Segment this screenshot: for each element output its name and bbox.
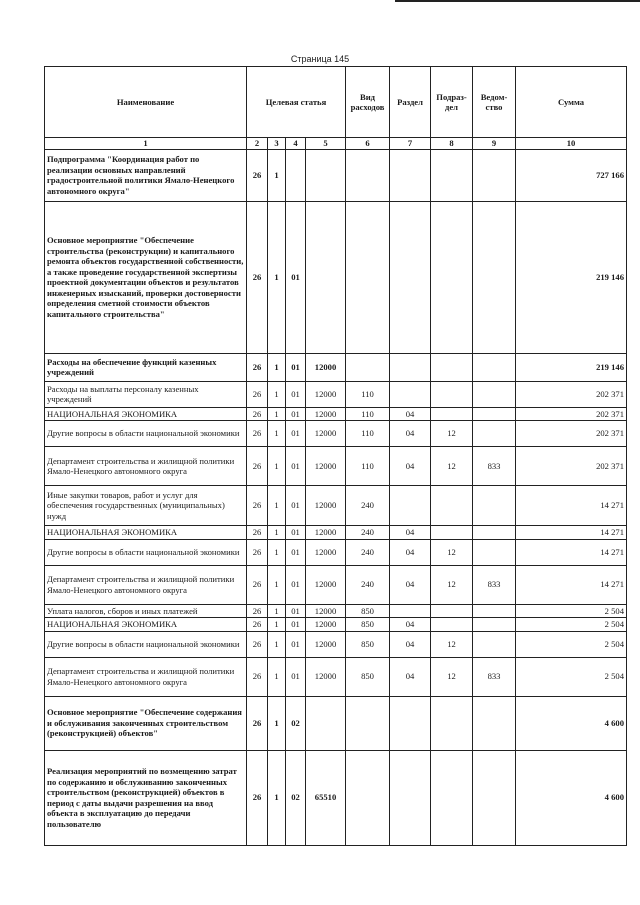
cell-podrazdel: 12 xyxy=(431,565,473,604)
cell-c2: 26 xyxy=(247,618,268,632)
cell-c5: 12000 xyxy=(306,631,346,657)
cell-c4: 01 xyxy=(286,381,306,407)
table-row xyxy=(45,526,627,540)
table-row xyxy=(45,631,627,657)
cell-c3: 1 xyxy=(268,486,286,526)
cell-c4: 01 xyxy=(286,631,306,657)
cell-c2: 26 xyxy=(247,631,268,657)
header-vedomstvo: Ведом-ство xyxy=(473,67,516,138)
cell-podrazdel xyxy=(431,381,473,407)
col-number: 3 xyxy=(268,138,286,150)
cell-c5: 12000 xyxy=(306,657,346,696)
cell-podrazdel xyxy=(431,750,473,845)
cell-c3: 1 xyxy=(268,421,286,447)
row-name: Другие вопросы в области национальной экономики xyxy=(45,631,247,657)
cell-c4: 01 xyxy=(286,526,306,540)
cell-c5: 12000 xyxy=(306,604,346,618)
cell-c2: 26 xyxy=(247,486,268,526)
row-name: Департамент строительства и жилищной политики Ямало-Ненецкого автономного округа xyxy=(45,565,247,604)
cell-c2: 26 xyxy=(247,447,268,486)
cell-sum: 14 271 xyxy=(516,486,627,526)
cell-razdel: 04 xyxy=(390,539,431,565)
cell-vid xyxy=(346,750,390,845)
cell-c4: 02 xyxy=(286,696,306,750)
cell-c4: 01 xyxy=(286,604,306,618)
col-number: 10 xyxy=(516,138,627,150)
cell-sum: 4 600 xyxy=(516,750,627,845)
cell-vid: 850 xyxy=(346,657,390,696)
cell-c5 xyxy=(306,149,346,201)
cell-c4: 01 xyxy=(286,657,306,696)
cell-c3: 1 xyxy=(268,149,286,201)
cell-c3: 1 xyxy=(268,407,286,421)
cell-sum: 14 271 xyxy=(516,526,627,540)
cell-c4: 01 xyxy=(286,618,306,632)
cell-vid xyxy=(346,353,390,381)
cell-podrazdel: 12 xyxy=(431,447,473,486)
header-podrazdel: Подраз-дел xyxy=(431,67,473,138)
cell-podrazdel: 12 xyxy=(431,539,473,565)
cell-vedomstvo xyxy=(473,631,516,657)
cell-c3: 1 xyxy=(268,604,286,618)
table-row xyxy=(45,447,627,486)
cell-c2: 26 xyxy=(247,149,268,201)
cell-c5: 12000 xyxy=(306,447,346,486)
cell-vid: 110 xyxy=(346,407,390,421)
cell-podrazdel: 12 xyxy=(431,657,473,696)
cell-vedomstvo xyxy=(473,381,516,407)
col-number: 7 xyxy=(390,138,431,150)
cell-vedomstvo xyxy=(473,201,516,353)
cell-vid: 240 xyxy=(346,539,390,565)
cell-podrazdel xyxy=(431,618,473,632)
cell-vid: 240 xyxy=(346,526,390,540)
row-name: Подпрограмма "Координация работ по реализации основных направлений градостроительной политики Ямало-Ненецкого автономного округа" xyxy=(45,149,247,201)
cell-c3: 1 xyxy=(268,631,286,657)
cell-vid: 110 xyxy=(346,421,390,447)
cell-razdel xyxy=(390,149,431,201)
cell-sum: 2 504 xyxy=(516,657,627,696)
table-row xyxy=(45,750,627,845)
cell-razdel: 04 xyxy=(390,565,431,604)
column-number-row xyxy=(45,138,627,150)
cell-c4: 01 xyxy=(286,447,306,486)
cell-vid: 110 xyxy=(346,447,390,486)
table-row xyxy=(45,381,627,407)
cell-c5: 12000 xyxy=(306,486,346,526)
cell-sum: 219 146 xyxy=(516,201,627,353)
header-name: Наименование xyxy=(45,67,247,138)
row-name: Департамент строительства и жилищной политики Ямало-Ненецкого автономного округа xyxy=(45,657,247,696)
cell-sum: 202 371 xyxy=(516,381,627,407)
cell-c5: 12000 xyxy=(306,407,346,421)
cell-razdel: 04 xyxy=(390,657,431,696)
col-number: 8 xyxy=(431,138,473,150)
cell-razdel: 04 xyxy=(390,618,431,632)
row-name: Расходы на обеспечение функций казенных учреждений xyxy=(45,353,247,381)
cell-c2: 26 xyxy=(247,353,268,381)
cell-sum: 202 371 xyxy=(516,447,627,486)
cell-c4 xyxy=(286,149,306,201)
col-number: 9 xyxy=(473,138,516,150)
table-row xyxy=(45,421,627,447)
col-number: 6 xyxy=(346,138,390,150)
cell-podrazdel xyxy=(431,486,473,526)
row-name: НАЦИОНАЛЬНАЯ ЭКОНОМИКА xyxy=(45,526,247,540)
col-number: 5 xyxy=(306,138,346,150)
cell-vedomstvo: 833 xyxy=(473,447,516,486)
cell-c2: 26 xyxy=(247,407,268,421)
cell-vedomstvo xyxy=(473,486,516,526)
cell-podrazdel xyxy=(431,149,473,201)
row-name: Основное мероприятие "Обеспечение содержания и обслуживания законченных строительством (реконструкцией) объектов" xyxy=(45,696,247,750)
row-name: Департамент строительства и жилищной политики Ямало-Ненецкого автономного округа xyxy=(45,447,247,486)
cell-c5: 12000 xyxy=(306,565,346,604)
cell-podrazdel: 12 xyxy=(431,421,473,447)
cell-razdel: 04 xyxy=(390,421,431,447)
cell-c5 xyxy=(306,696,346,750)
cell-c4: 01 xyxy=(286,565,306,604)
cell-c3: 1 xyxy=(268,381,286,407)
cell-sum: 202 371 xyxy=(516,407,627,421)
budget-table xyxy=(44,66,627,846)
cell-c4: 01 xyxy=(286,486,306,526)
cell-c2: 26 xyxy=(247,539,268,565)
cell-sum: 219 146 xyxy=(516,353,627,381)
cell-vedomstvo xyxy=(473,421,516,447)
cell-vid: 850 xyxy=(346,618,390,632)
cell-c2: 26 xyxy=(247,381,268,407)
cell-c4: 02 xyxy=(286,750,306,845)
col-number: 4 xyxy=(286,138,306,150)
cell-vedomstvo xyxy=(473,149,516,201)
table-row xyxy=(45,201,627,353)
row-name: НАЦИОНАЛЬНАЯ ЭКОНОМИКА xyxy=(45,618,247,632)
row-name: Основное мероприятие "Обеспечение строительства (реконструкции) и капитального ремонта объектов государственной собственности, а также проведение государственной экспертизы проектной документации объектов и результатов инженерных изысканий, проверки достоверности определения сметной стоимости объектов капитального строительства" xyxy=(45,201,247,353)
cell-sum: 2 504 xyxy=(516,618,627,632)
cell-c3: 1 xyxy=(268,750,286,845)
cell-c5: 12000 xyxy=(306,421,346,447)
cell-sum: 2 504 xyxy=(516,631,627,657)
cell-c3: 1 xyxy=(268,447,286,486)
page-number: Страница 145 xyxy=(290,54,350,64)
cell-c3: 1 xyxy=(268,657,286,696)
cell-vedomstvo xyxy=(473,604,516,618)
header-vid: Вид расходов xyxy=(346,67,390,138)
cell-sum: 202 371 xyxy=(516,421,627,447)
cell-c5: 12000 xyxy=(306,539,346,565)
cell-c5: 12000 xyxy=(306,526,346,540)
cell-c4: 01 xyxy=(286,201,306,353)
cell-c3: 1 xyxy=(268,618,286,632)
cell-podrazdel: 12 xyxy=(431,631,473,657)
cell-c2: 26 xyxy=(247,604,268,618)
cell-razdel xyxy=(390,696,431,750)
row-name: Другие вопросы в области национальной экономики xyxy=(45,421,247,447)
cell-razdel: 04 xyxy=(390,447,431,486)
header-razdel: Раздел xyxy=(390,67,431,138)
cell-razdel xyxy=(390,201,431,353)
cell-c3: 1 xyxy=(268,353,286,381)
cell-vid xyxy=(346,201,390,353)
cell-c2: 26 xyxy=(247,201,268,353)
row-name: Уплата налогов, сборов и иных платежей xyxy=(45,604,247,618)
cell-c3: 1 xyxy=(268,526,286,540)
cell-c2: 26 xyxy=(247,657,268,696)
cell-podrazdel xyxy=(431,604,473,618)
cell-razdel: 04 xyxy=(390,407,431,421)
cell-vedomstvo xyxy=(473,696,516,750)
cell-podrazdel xyxy=(431,526,473,540)
cell-c2: 26 xyxy=(247,565,268,604)
table-row xyxy=(45,604,627,618)
cell-c5: 65510 xyxy=(306,750,346,845)
table-row xyxy=(45,407,627,421)
cell-vedomstvo xyxy=(473,407,516,421)
cell-c2: 26 xyxy=(247,750,268,845)
cell-vedomstvo xyxy=(473,526,516,540)
cell-vid xyxy=(346,696,390,750)
row-name: НАЦИОНАЛЬНАЯ ЭКОНОМИКА xyxy=(45,407,247,421)
col-number: 1 xyxy=(45,138,247,150)
cell-c5: 12000 xyxy=(306,353,346,381)
cell-c5: 12000 xyxy=(306,618,346,632)
cell-vedomstvo xyxy=(473,353,516,381)
cell-razdel xyxy=(390,381,431,407)
cell-podrazdel xyxy=(431,407,473,421)
cell-c5 xyxy=(306,201,346,353)
cell-razdel xyxy=(390,353,431,381)
cell-sum: 14 271 xyxy=(516,539,627,565)
row-name: Реализация мероприятий по возмещению затрат по содержанию и обслуживанию законченных строительством (реконструкцией) объектов в период с даты выдачи разрешения на ввод объекта в эксплуатацию до передачи пользователю xyxy=(45,750,247,845)
row-name: Расходы на выплаты персоналу казенных учреждений xyxy=(45,381,247,407)
cell-c4: 01 xyxy=(286,353,306,381)
cell-c4: 01 xyxy=(286,407,306,421)
cell-c2: 26 xyxy=(247,421,268,447)
cell-vedomstvo xyxy=(473,539,516,565)
table-row xyxy=(45,657,627,696)
cell-c2: 26 xyxy=(247,526,268,540)
col-number: 2 xyxy=(247,138,268,150)
cell-sum: 4 600 xyxy=(516,696,627,750)
cell-c3: 1 xyxy=(268,696,286,750)
cell-vid: 240 xyxy=(346,565,390,604)
cell-vid xyxy=(346,149,390,201)
cell-c4: 01 xyxy=(286,539,306,565)
cell-vedomstvo xyxy=(473,618,516,632)
table-row xyxy=(45,565,627,604)
cell-razdel xyxy=(390,486,431,526)
header-summa: Сумма xyxy=(516,67,627,138)
cell-vedomstvo: 833 xyxy=(473,565,516,604)
top-edge-line xyxy=(395,0,640,2)
cell-razdel: 04 xyxy=(390,526,431,540)
table-row xyxy=(45,353,627,381)
table-row xyxy=(45,696,627,750)
cell-sum: 14 271 xyxy=(516,565,627,604)
cell-c2: 26 xyxy=(247,696,268,750)
cell-sum: 727 166 xyxy=(516,149,627,201)
cell-sum: 2 504 xyxy=(516,604,627,618)
cell-vid: 850 xyxy=(346,631,390,657)
cell-vid: 240 xyxy=(346,486,390,526)
cell-c3: 1 xyxy=(268,201,286,353)
cell-razdel xyxy=(390,604,431,618)
cell-podrazdel xyxy=(431,353,473,381)
cell-vid: 110 xyxy=(346,381,390,407)
cell-podrazdel xyxy=(431,696,473,750)
cell-c4: 01 xyxy=(286,421,306,447)
table-row xyxy=(45,618,627,632)
cell-vedomstvo xyxy=(473,750,516,845)
header-target: Целевая статья xyxy=(247,67,346,138)
cell-c3: 1 xyxy=(268,565,286,604)
cell-vedomstvo: 833 xyxy=(473,657,516,696)
row-name: Иные закупки товаров, работ и услуг для обеспечения государственных (муниципальных) нужд xyxy=(45,486,247,526)
table-row xyxy=(45,149,627,201)
cell-c3: 1 xyxy=(268,539,286,565)
cell-razdel xyxy=(390,750,431,845)
cell-razdel: 04 xyxy=(390,631,431,657)
row-name: Другие вопросы в области национальной экономики xyxy=(45,539,247,565)
cell-vid: 850 xyxy=(346,604,390,618)
cell-c5: 12000 xyxy=(306,381,346,407)
table-row xyxy=(45,539,627,565)
cell-podrazdel xyxy=(431,201,473,353)
table-row xyxy=(45,486,627,526)
